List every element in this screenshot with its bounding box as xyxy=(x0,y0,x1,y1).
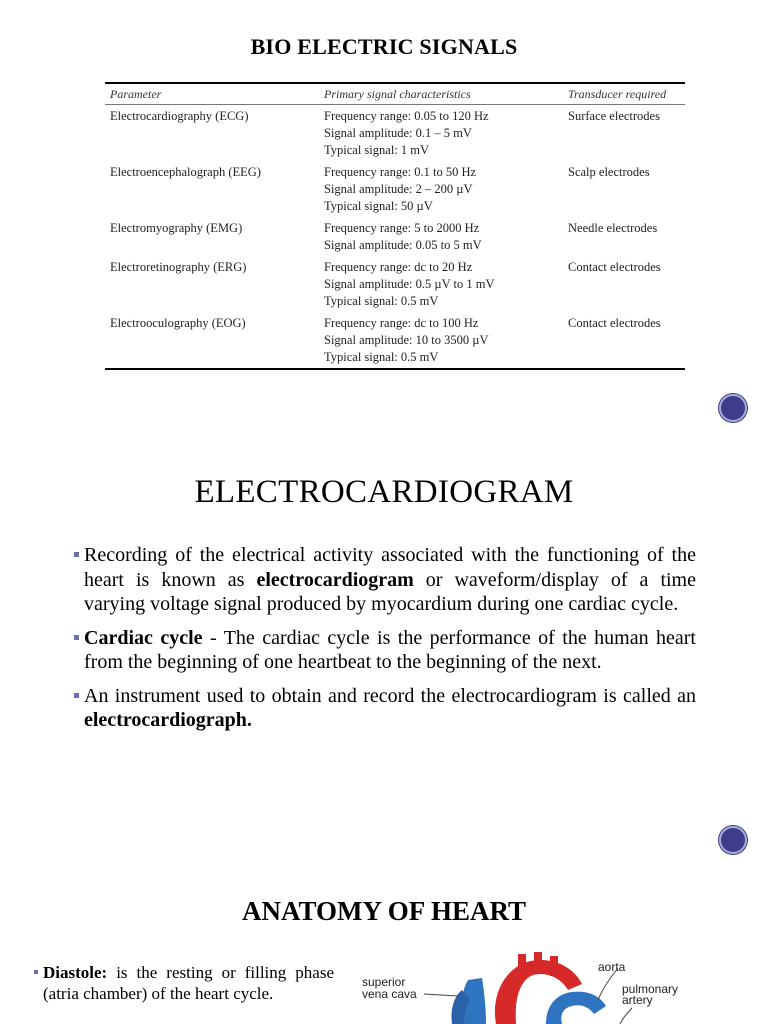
cell-transducer: Needle electrodes xyxy=(568,221,658,235)
characteristic-line: Typical signal: 0.5 mV xyxy=(324,294,439,308)
characteristic-line: Signal amplitude: 2 – 200 µV xyxy=(324,182,473,196)
bullet-bold-term: electrocardiograph. xyxy=(84,709,252,731)
slide-marker-dot-icon xyxy=(719,826,747,854)
diastole-bullet xyxy=(34,962,334,1004)
bullet-text: or waveform/display of a time varying voltage signal produced by myocardium during one cardiac cycle. xyxy=(84,568,696,615)
table-row xyxy=(105,161,685,217)
bullet-text: An instrument used to obtain and record the electrocardiogram is called an xyxy=(84,684,696,707)
bullet-square-icon xyxy=(74,693,79,698)
cell-parameter: Electroencephalograph (EEG) xyxy=(110,165,261,179)
bullet-bold-term: Cardiac cycle xyxy=(84,626,203,649)
cell-parameter: Electrocardiography (ECG) xyxy=(110,109,249,123)
bullet-bold-term: Diastole: xyxy=(43,963,108,982)
cell-parameter: Electroretinography (ERG) xyxy=(110,260,247,274)
cell-transducer: Contact electrodes xyxy=(568,260,661,274)
cell-transducer: Surface electrodes xyxy=(568,109,660,123)
header-characteristics: Primary signal characteristics xyxy=(319,83,563,105)
label-superior-vena-cava-line2: vena cava xyxy=(362,987,417,1001)
cell-characteristics xyxy=(319,105,563,162)
characteristic-line: Frequency range: 5 to 2000 Hz xyxy=(324,221,480,235)
characteristic-line: Typical signal: 0.5 mV xyxy=(324,350,439,364)
label-aorta: aorta xyxy=(598,960,626,974)
cell-characteristics xyxy=(319,312,563,369)
list-item xyxy=(74,626,696,675)
cell-transducer: Scalp electrodes xyxy=(568,165,650,179)
characteristic-line: Frequency range: 0.05 to 120 Hz xyxy=(324,109,489,123)
slide-marker-dot-icon xyxy=(719,394,747,422)
characteristic-line: Frequency range: dc to 20 Hz xyxy=(324,260,473,274)
characteristic-line: Signal amplitude: 0.05 to 5 mV xyxy=(324,238,482,252)
slide-title-bio-electric-signals: BIO ELECTRIC SIGNALS xyxy=(250,34,518,59)
bullet-square-icon xyxy=(74,635,79,640)
characteristic-line: Typical signal: 1 mV xyxy=(324,143,430,157)
characteristic-line: Signal amplitude: 0.1 – 5 mV xyxy=(324,126,472,140)
table-header-row xyxy=(105,83,685,105)
header-parameter: Parameter xyxy=(105,83,319,105)
label-pulmonary-artery-line1: pulmonary xyxy=(622,982,679,996)
list-item xyxy=(74,684,696,733)
heart-diagram xyxy=(350,950,710,1024)
characteristic-line: Frequency range: dc to 100 Hz xyxy=(324,316,479,330)
bullet-text: Recording of the electrical activity associated with the functioning of the heart is known as xyxy=(84,544,696,591)
table-row xyxy=(105,105,685,162)
slide-title-anatomy-of-heart: ANATOMY OF HEART xyxy=(241,896,527,926)
cell-transducer: Contact electrodes xyxy=(563,312,685,369)
label-superior-vena-cava-line1: superior xyxy=(362,975,406,989)
ecg-bullet-list xyxy=(74,543,696,742)
characteristic-line: Signal amplitude: 0.5 µV to 1 mV xyxy=(324,277,495,291)
cell-parameter: Electrooculography (EOG) xyxy=(105,312,319,369)
bullet-square-icon xyxy=(74,552,79,557)
characteristic-line: Signal amplitude: 10 to 3500 µV xyxy=(324,333,489,347)
label-pulmonary-artery-line2: artery xyxy=(622,993,653,1007)
table-row xyxy=(105,256,685,312)
table-row xyxy=(105,217,685,256)
bullet-bold-term: electrocardiogram xyxy=(256,568,414,591)
bullet-text: is the resting or filling phase (atria chamber) of the heart cycle. xyxy=(43,963,334,1003)
bio-signals-table xyxy=(105,82,685,370)
cell-characteristics xyxy=(319,217,563,256)
list-item xyxy=(74,543,696,617)
bullet-square-icon xyxy=(34,970,38,974)
characteristic-line: Frequency range: 0.1 to 50 Hz xyxy=(324,165,477,179)
table-row xyxy=(105,312,685,369)
bullet-text: - The cardiac cycle is the performance of the human heart from the beginning of one heartbeat to the beginning of the next. xyxy=(84,626,696,673)
cell-parameter: Electromyography (EMG) xyxy=(110,221,243,235)
header-transducer: Transducer required xyxy=(563,83,685,105)
cell-characteristics xyxy=(319,256,563,312)
characteristic-line: Typical signal: 50 µV xyxy=(324,199,433,213)
slide-title-electrocardiogram: ELECTROCARDIOGRAM xyxy=(194,474,574,510)
cell-characteristics xyxy=(319,161,563,217)
